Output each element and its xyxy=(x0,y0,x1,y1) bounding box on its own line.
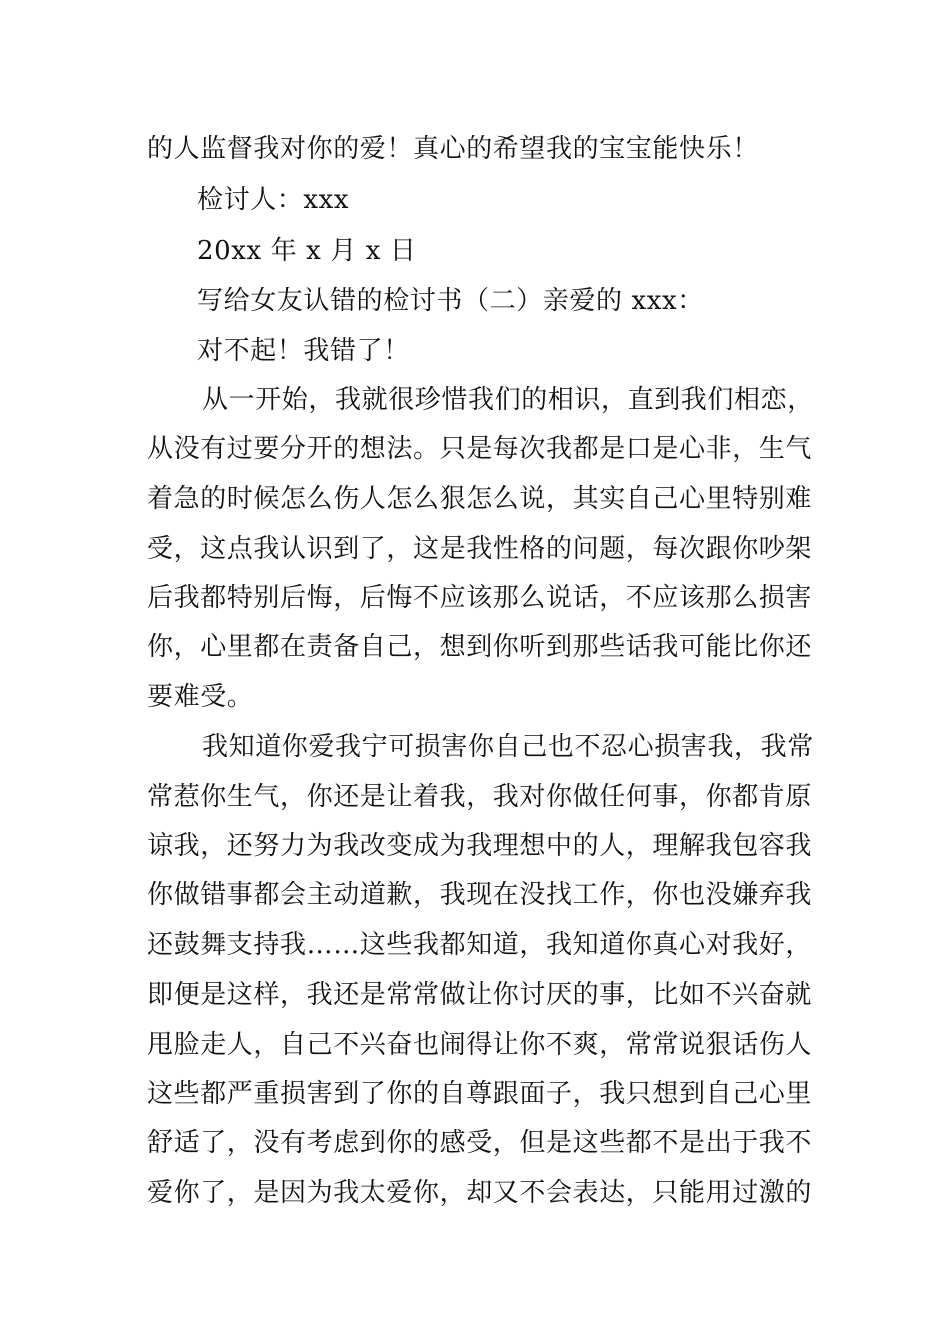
text-line: 爱你了，是因为我太爱你，却又不会表达，只能用过激的 xyxy=(147,1178,813,1208)
text-line: 你做错事都会主动道歉，我现在没找工作，你也没嫌弃我 xyxy=(147,880,813,910)
text-line: 的人监督我对你的爱！真心的希望我的宝宝能快乐！ xyxy=(147,134,759,164)
text-line: 后我都特别后悔，后悔不应该那么说话，不应该那么损害 xyxy=(147,583,813,613)
text-line: 从没有过要分开的想法。只是每次我都是口是心非，生气 xyxy=(147,434,813,464)
letter-heading: 写给女友认错的检讨书（二）亲爱的 xxx： xyxy=(197,286,704,316)
text-line: 谅我，还努力为我改变成为我理想中的人，理解我包容我 xyxy=(147,831,813,861)
text-line: 要难受。 xyxy=(147,682,254,712)
text-line: 我知道你爱我宁可损害你自己也不忍心损害我，我常 xyxy=(202,732,814,762)
text-line: 舒适了，没有考虑到你的感受，但是这些都不是出于我不 xyxy=(147,1128,813,1158)
date-line: 20xx 年 x 月 x 日 xyxy=(197,236,417,266)
text-line: 你，心里都在责备自己，想到你听到那些话我可能比你还 xyxy=(147,632,813,662)
apology-line: 对不起！我错了！ xyxy=(197,336,410,366)
text-line: 从一开始，我就很珍惜我们的相识，直到我们相恋， xyxy=(202,385,814,415)
text-line: 即便是这样，我还是常常做让你讨厌的事，比如不兴奋就 xyxy=(147,980,813,1010)
text-line: 这些都严重损害到了你的自尊跟面子，我只想到自己心里 xyxy=(147,1079,813,1109)
text-line: 甩脸走人，自己不兴奋也闹得让你不爽，常常说狠话伤人 xyxy=(147,1030,813,1060)
reviewer-line: 检讨人：xxx xyxy=(197,185,350,215)
text-line: 受，这点我认识到了，这是我性格的问题，每次跟你吵架 xyxy=(147,534,813,564)
text-line: 还鼓舞支持我……这些我都知道，我知道你真心对我好， xyxy=(147,930,813,960)
text-line: 常惹你生气，你还是让着我，我对你做任何事，你都肯原 xyxy=(147,782,813,812)
text-line: 着急的时候怎么伤人怎么狠怎么说，其实自己心里特别难 xyxy=(147,484,813,514)
